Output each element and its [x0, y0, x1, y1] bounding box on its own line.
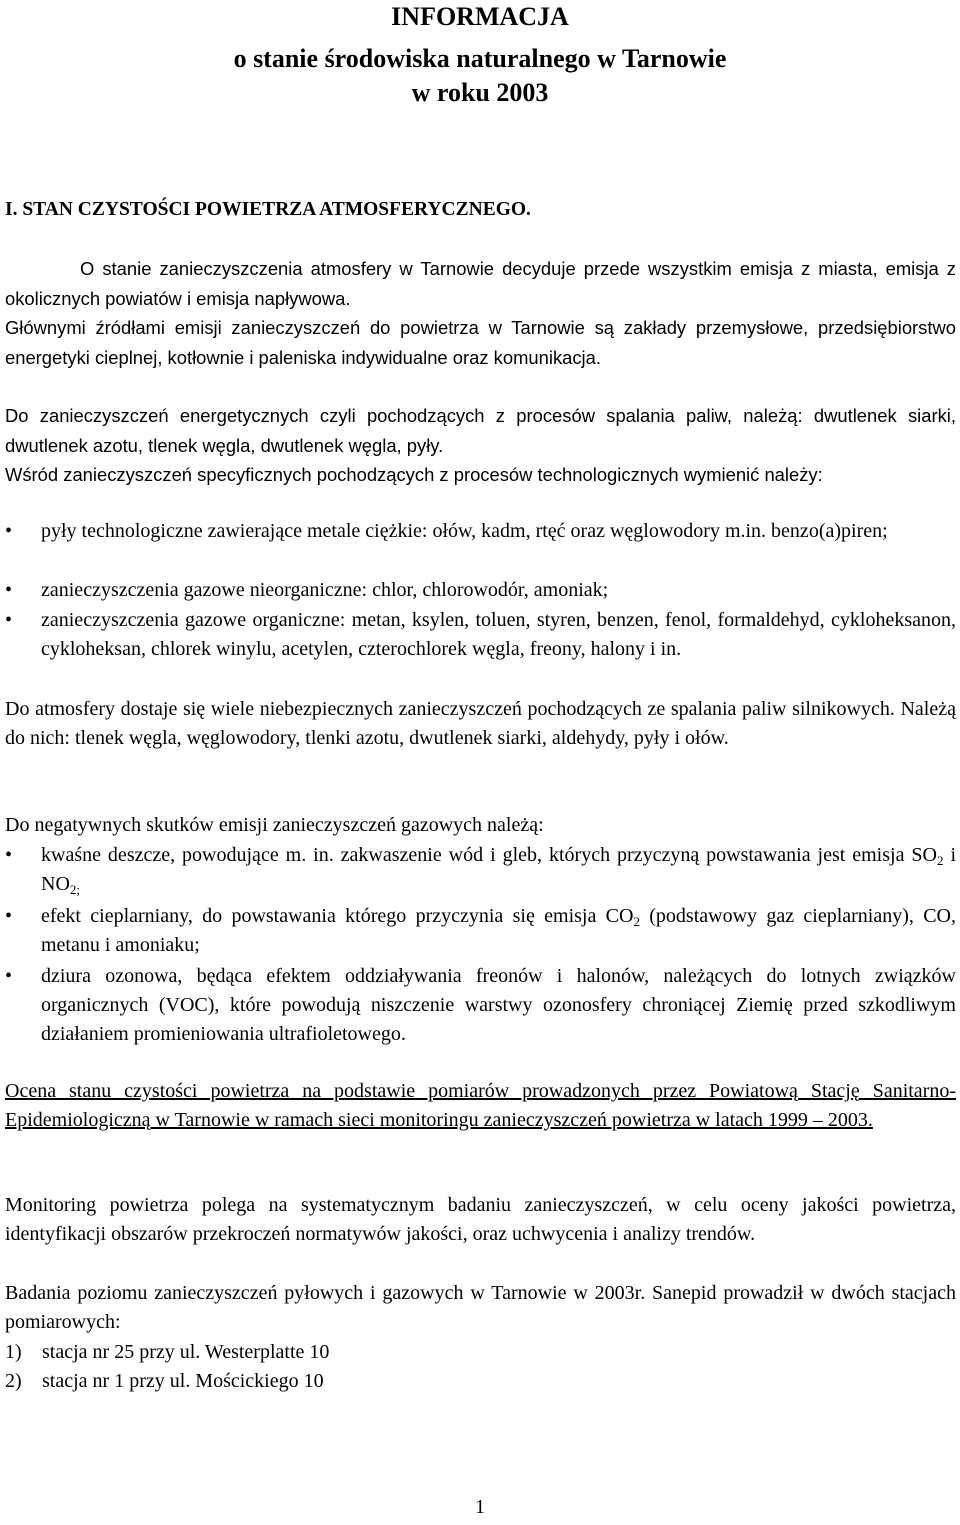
- bullet-icon: •: [5, 609, 13, 631]
- intro-paragraph-2: Głównymi źródłami emisji zanieczyszczeń do powietrza w Tarnowie są zakłady przemysłowe, przedsiębiorstwo energetyki cieplnej, kotłownie i paleniska indywidualne oraz komunikacja.: [5, 317, 956, 368]
- vehicle-emissions-paragraph: Do atmosfery dostaje się wiele niebezpiecznych zanieczyszczeń pochodzących ze spalania paliw silnikowych. Należą do nich: tlenek węgla, węglowodory, tlenki azotu, dwutlenek siarki, aldehydy, pyły i ołów.: [5, 698, 956, 749]
- effect-acid-rain: kwaśne deszcze, powodujące m. in. zakwaszenie wód i gleb, których przyczyną powstawania jest emisja $SO_2$ i $NO_{2;}$: [41, 844, 956, 897]
- bullet-icon: •: [5, 905, 13, 927]
- specific-pollutant-1: pyły technologiczne zawierające metale ciężkie: ołów, kadm, rtęć oraz węglowodory m.in. benzo(a)piren;: [41, 520, 888, 542]
- station-number: 2): [5, 1370, 22, 1392]
- document-subtitle-line-2: w roku 2003: [411, 78, 549, 107]
- effect-greenhouse: efekt cieplarniany, do powstawania którego przyczynia się emisja $CO_2$ (podstawowy gaz cieplarniany), CO, metanu i amoniaku;: [41, 905, 956, 956]
- specific-pollutant-2: zanieczyszczenia gazowe nieorganiczne: chlor, chlorowodór, amoniak;: [41, 579, 609, 601]
- effect-ozone-hole: dziura ozonowa, będąca efektem oddziaływania freonów i halonów, należących do lotnych związków organicznych (VOC), które powodują niszczenie warstwy ozonosfery chroniącej Ziemię przed szkodliwym działaniem promieniowania ultrafioletowego.: [41, 965, 956, 1045]
- document-subtitle-line-1: o stanie środowiska naturalnego w Tarnowie: [233, 44, 727, 73]
- document-title: INFORMACJA: [391, 2, 569, 31]
- bullet-icon: •: [5, 844, 13, 866]
- station-text: stacja nr 1 przy ul. Mościckiego 10: [42, 1370, 324, 1392]
- bullet-icon: •: [5, 965, 13, 987]
- page-number: 1: [475, 1496, 485, 1518]
- station-number: 1): [5, 1341, 22, 1363]
- bullet-icon: •: [5, 579, 13, 601]
- assessment-heading: Ocena stanu czystości powietrza na podstawie pomiarów prowadzonych przez Powiatową Stację Sanitarno-Epidemiologiczną w Tarnowie w ramach sieci monitoringu zanieczyszczeń powietrza w latach 1999 – 2003.: [5, 1080, 956, 1131]
- monitoring-paragraph: Monitoring powietrza polega na systematycznym badaniu zanieczyszczeń, w celu oceny jakości powietrza, identyfikacji obszarów przekroczeń normatywów jakości, oraz uchwycenia i analizy trendów.: [5, 1194, 956, 1245]
- station-text: stacja nr 25 przy ul. Westerplatte 10: [42, 1341, 330, 1363]
- effects-intro: Do negatywnych skutków emisji zanieczyszczeń gazowych należą:: [5, 814, 544, 836]
- specific-pollutant-3: zanieczyszczenia gazowe organiczne: metan, ksylen, toluen, styren, benzen, fenol, formaldehyd, cykloheksanon, cykloheksan, chlorek winylu, acetylen, czterochlorek węgla, freony, halony i in.: [41, 609, 956, 660]
- intro-paragraph-1: O stanie zanieczyszczenia atmosfery w Tarnowie decyduje przede wszystkim emisja z miasta, emisja z okolicznych powiatów i emisja napływowa.: [5, 258, 956, 309]
- bullet-icon: •: [5, 520, 13, 542]
- section-heading: I. STAN CZYSTOŚCI POWIETRZA ATMOSFERYCZNEGO.: [5, 199, 531, 220]
- intro-paragraph-3: Do zanieczyszczeń energetycznych czyli pochodzących z procesów spalania paliw, należą: dwutlenek siarki, dwutlenek azotu, tlenek węgla, dwutlenek węgla, pyły.: [5, 405, 956, 456]
- research-paragraph: Badania poziomu zanieczyszczeń pyłowych i gazowych w Tarnowie w 2003r. Sanepid prowadził w dwóch stacjach pomiarowych:: [5, 1282, 956, 1333]
- intro-paragraph-4: Wśród zanieczyszczeń specyficznych pochodzących z procesów technologicznych wymienić należy:: [5, 464, 823, 485]
